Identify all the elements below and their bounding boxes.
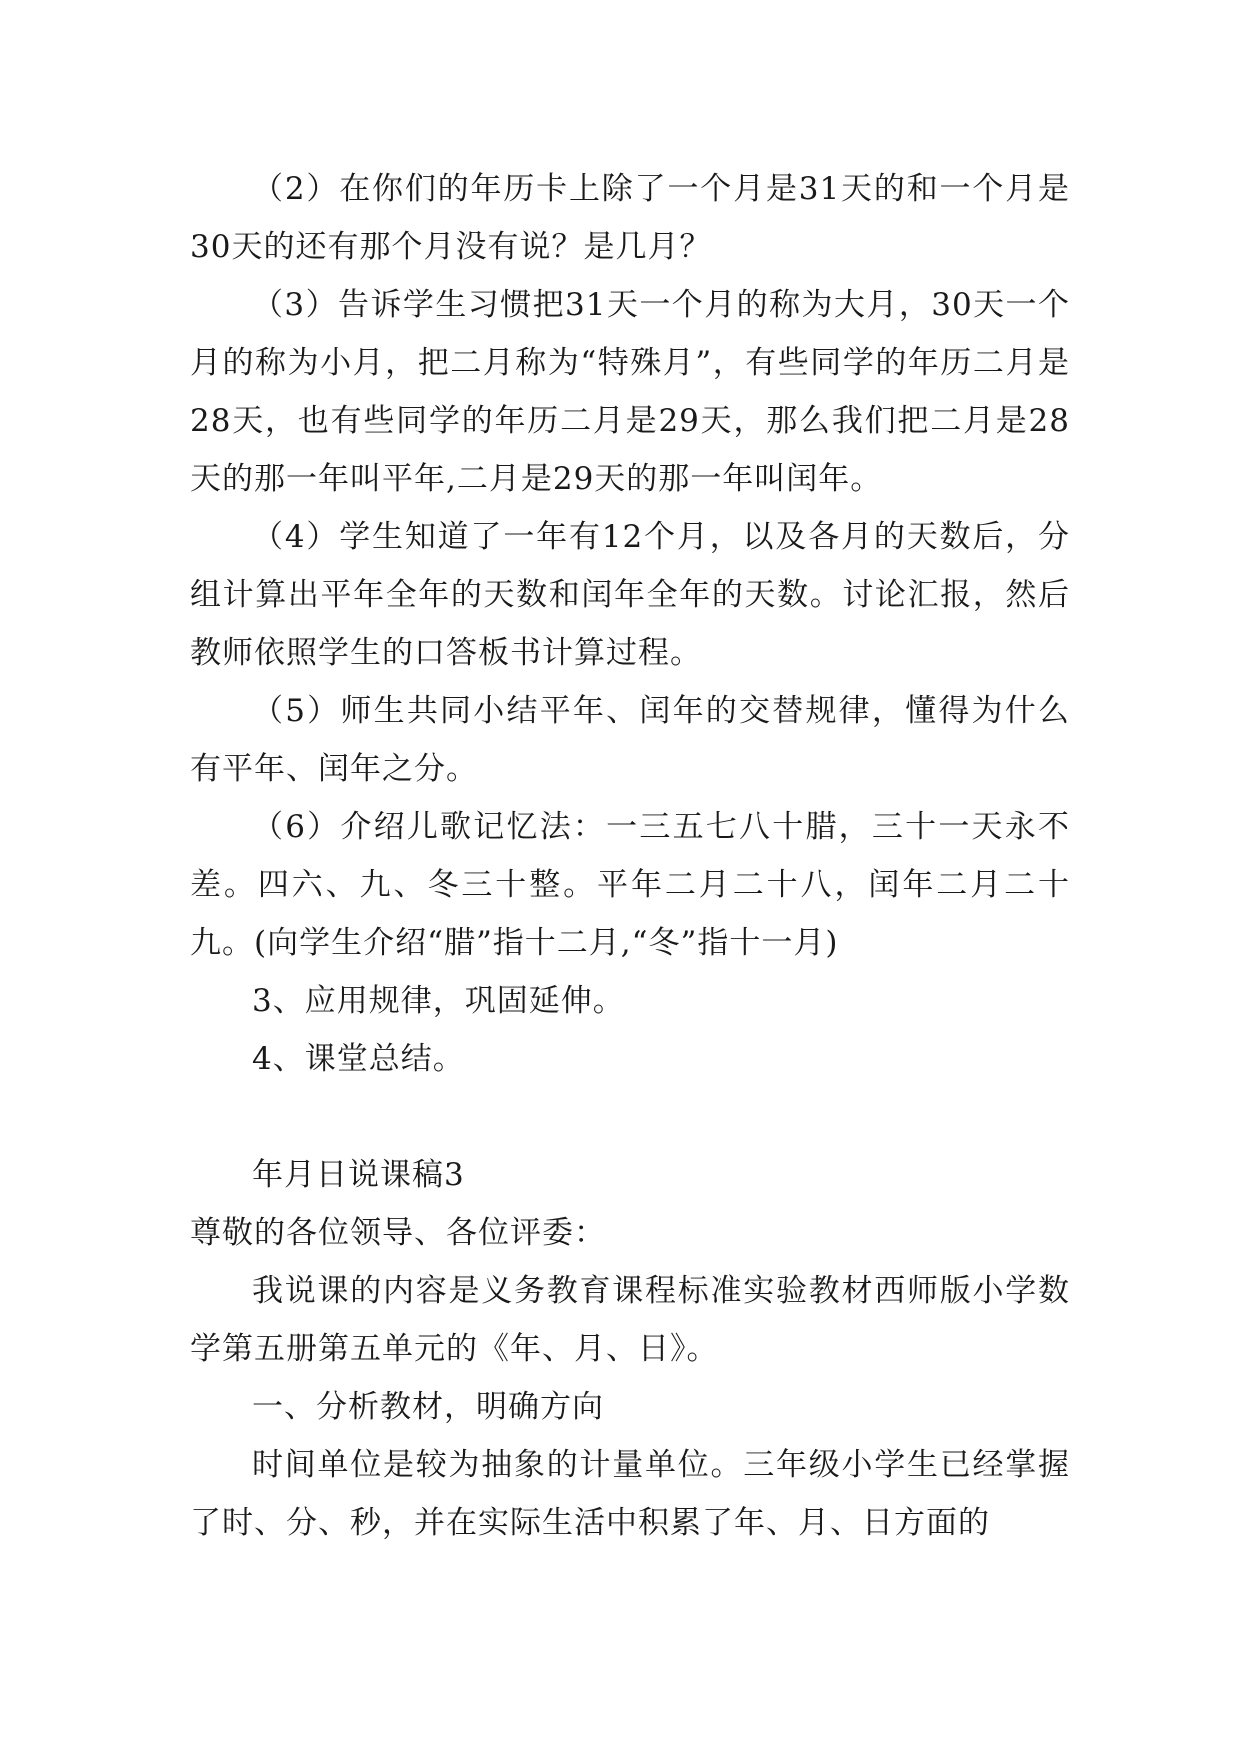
section-gap — [190, 1088, 1070, 1146]
step-3: 3、应用规律，巩固延伸。 — [252, 983, 625, 1019]
section-title: 年月日说课稿3 — [252, 1157, 465, 1193]
body-intro: 我说课的内容是义务教育课程标准实验教材西师版小学数学第五册第五单元的《年、月、日》。 — [190, 1273, 1070, 1367]
body-paragraph: 时间单位是较为抽象的计量单位。三年级小学生已经掌握了时、分、秒，并在实际生活中积累了年、月、日方面的 — [190, 1447, 1070, 1541]
salutation: 尊敬的各位领导、各位评委： — [190, 1215, 606, 1251]
step-4: 4、课堂总结。 — [252, 1041, 465, 1077]
paragraph-5: （5）师生共同小结平年、闰年的交替规律，懂得为什么有平年、闰年之分。 — [190, 693, 1070, 787]
body-heading-1: 一、分析教材，明确方向 — [252, 1389, 604, 1425]
paragraph-3: （3）告诉学生习惯把31天一个月的称为大月，30天一个月的称为小月，把二月称为“特殊月”，有些同学的年历二月是28天，也有些同学的年历二月是29天，那么我们把二月是28天的那一年叫平年,二月是29天的那一年叫闰年。 — [190, 287, 1070, 497]
paragraph-4: （4）学生知道了一年有12个月，以及各月的天数后，分组计算出平年全年的天数和闰年全年的天数。讨论汇报，然后教师依照学生的口答板书计算过程。 — [190, 519, 1070, 671]
document-page — [190, 160, 1070, 1552]
paragraph-2: （2）在你们的年历卡上除了一个月是31天的和一个月是30天的还有那个月没有说？是几月？ — [190, 171, 1070, 265]
paragraph-6: （6）介绍儿歌记忆法：一三五七八十腊，三十一天永不差。四六、九、冬三十整。平年二月二十八，闰年二月二十九。(向学生介绍“腊”指十二月,“冬”指十一月) — [190, 809, 1070, 961]
